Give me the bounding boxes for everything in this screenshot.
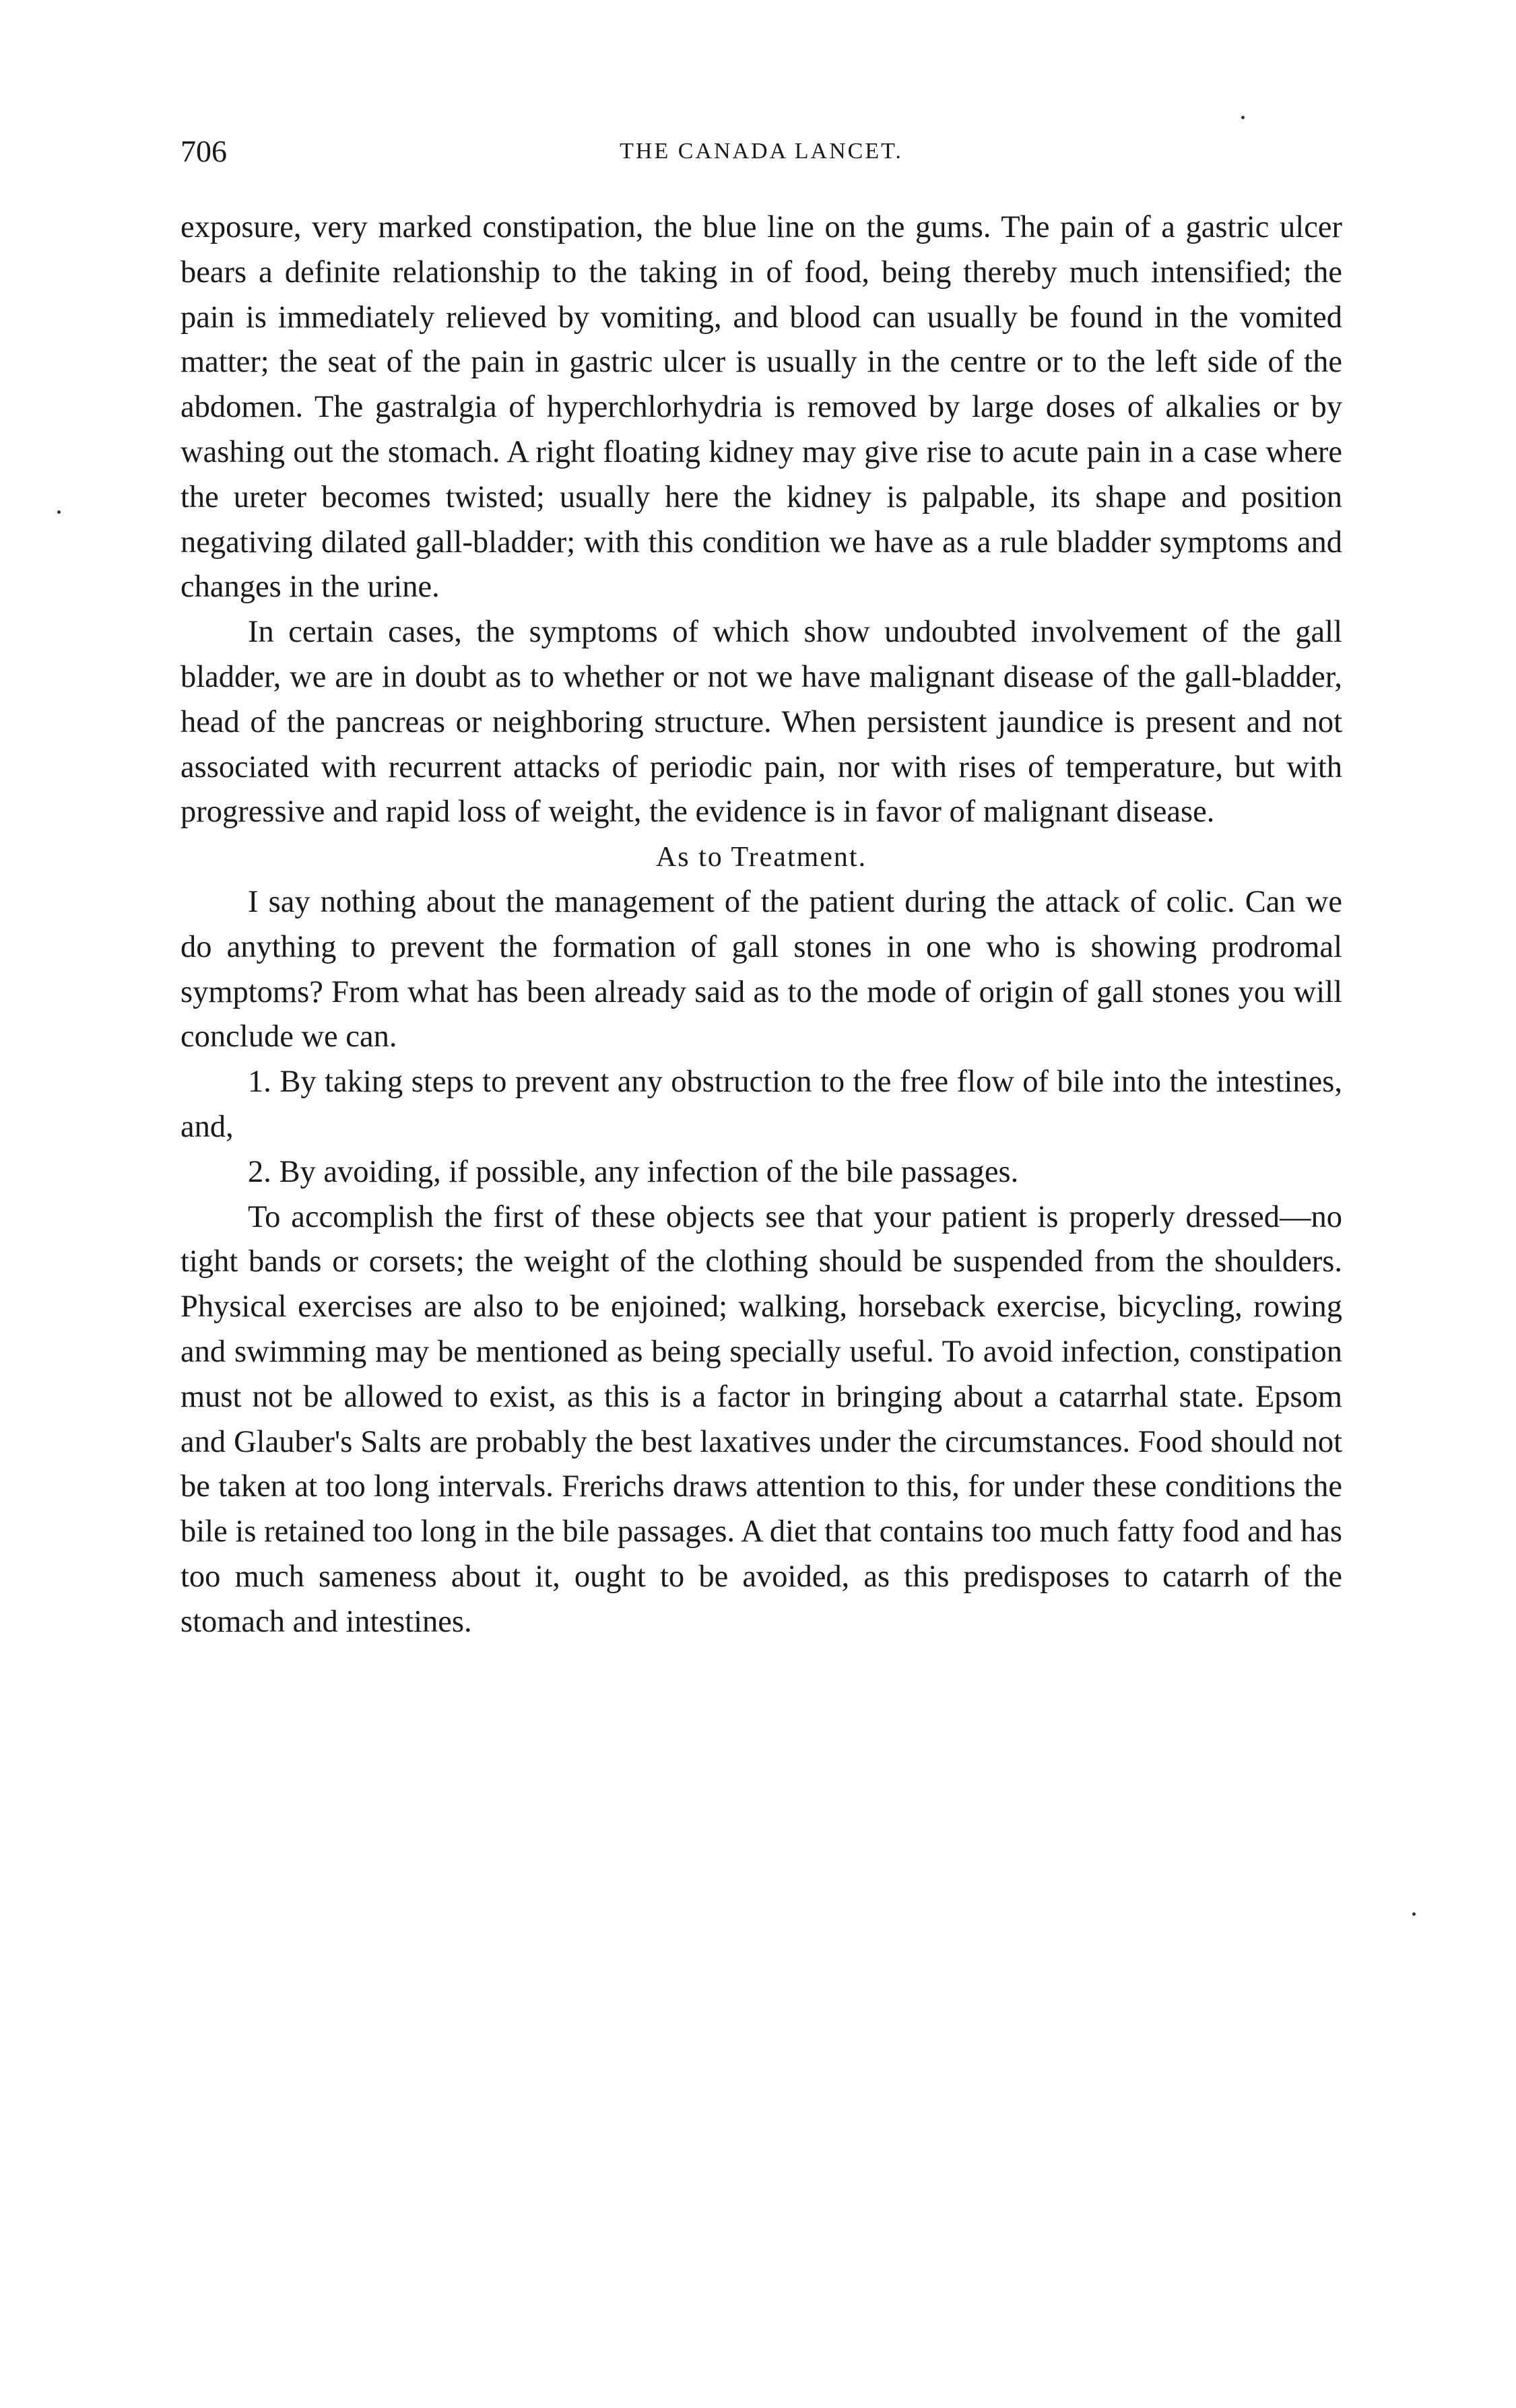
scan-speck: [1241, 116, 1245, 119]
paragraph-continued: exposure, very marked constipation, the blue line on the gums. The pain of a gastric ulcer bears a definite relationship to the taking in of food, being thereby much intensified; the pain is immediately relieved by vomiting, and blood can usually be found in the vomited matter; the seat of the pain in gastric ulcer is usually in the centre or to the left side of the abdomen. The gastralgia of hyperchlorhydria is removed by large doses of alkalies or by washing out the stomach. A right floating kidney may give rise to acute pain in a case where the ureter becomes twisted; usually here the kidney is palpable, its shape and position negativing dilated gall-bladder; with this condition we have as a rule bladder symptoms and changes in the urine.: [180, 210, 1342, 605]
scan-speck: [57, 510, 61, 514]
running-head: THE CANADA LANCET.: [620, 139, 903, 164]
paragraph-point-2: 2. By avoiding, if possible, any infection of the bile passages.: [248, 1154, 1019, 1189]
paragraph-prevention-question: I say nothing about the management of the patient during the attack of colic. Can we do anything to prevent the formation of gall stones in one who is showing prodromal symptoms? From what has been already said as to the mode of origin of gall stones you will conclude we can.: [180, 884, 1342, 1055]
scan-speck: [1412, 1912, 1416, 1916]
section-heading-treatment: As to Treatment.: [655, 842, 867, 873]
body-text: [180, 205, 1342, 1645]
paragraph-point-1: 1. By taking steps to prevent any obstruction to the free flow of bile into the intestines, and,: [180, 1065, 1342, 1144]
paragraph-accomplish-objects: To accomplish the first of these objects see that your patient is properly dressed—no tight bands or corsets; the weight of the clothing should be suspended from the shoulders. Physical exercises are also to be enjoined; walking, horseback exercise, bicycling, rowing and swimming may be mentioned as being specially useful. To avoid infection, constipation must not be allowed to exist, as this is a factor in bringing about a catarrhal state. Epsom and Glauber's Salts are probably the best laxatives under the circumstances. Food should not be taken at too long intervals. Frerichs draws attention to this, for under these conditions the bile is retained too long in the bile passages. A diet that contains too much fatty food and has too much sameness about it, ought to be avoided, as this predisposes to catarrh of the stomach and intestines.: [180, 1199, 1342, 1639]
paragraph-malignant-disease: In certain cases, the symptoms of which show undoubted involvement of the gall bladder, we are in doubt as to whether or not we have malignant disease of the gall-bladder, head of the pancreas or neighboring structure. When persistent jaundice is present and not associated with recurrent attacks of periodic pain, nor with rises of temperature, but with progressive and rapid loss of weight, the evidence is in favor of malignant disease.: [180, 615, 1342, 830]
page-number: 706: [180, 134, 227, 168]
page-header: [180, 131, 1342, 172]
